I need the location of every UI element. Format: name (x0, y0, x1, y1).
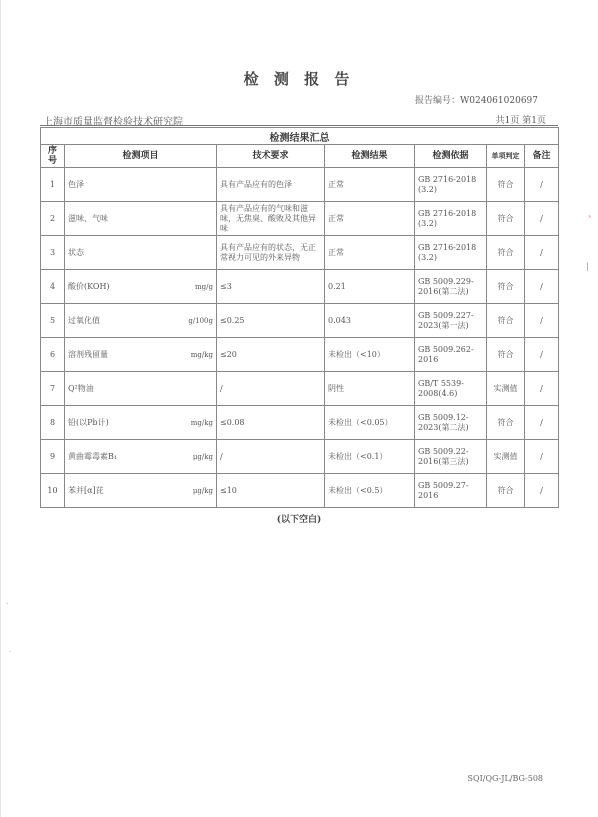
table-row (41, 168, 559, 202)
item-unit: μg/kg (192, 486, 213, 495)
header-requirement: 技术要求 (217, 145, 325, 168)
header-method: 检测依据 (415, 145, 487, 168)
item-name: 溶剂残留量 (68, 349, 108, 359)
table-row (41, 338, 559, 372)
test-result: 未检出（<0.05） (325, 406, 415, 440)
test-item (65, 372, 217, 406)
remark: / (525, 440, 559, 474)
requirement: 具有产品应有的状态，无正常视力可见的外来异物 (217, 236, 325, 270)
scan-dot: · (6, 600, 9, 608)
test-result: 正常 (325, 236, 415, 270)
item-name: 状态 (68, 247, 84, 257)
test-method: GB 2716-2018 (3.2) (415, 236, 487, 270)
test-item (65, 474, 217, 508)
header-judgement: 单项判定 (487, 145, 525, 168)
organization-name: 上海市质量监督检验技术研究院 (43, 117, 183, 128)
table-row (41, 236, 559, 270)
judgement: 符合 (487, 168, 525, 202)
item-name: 黄曲霉毒素B₁ (68, 451, 118, 461)
table-row (41, 202, 559, 236)
requirement: ≤20 (217, 338, 325, 372)
item-name: 酸价(KOH) (68, 281, 110, 291)
requirement: 具有产品应有的气味和滋味，无焦臭、酸败及其他异味 (217, 202, 325, 236)
remark: / (525, 474, 559, 508)
row-number: 7 (41, 372, 65, 406)
remark: / (525, 338, 559, 372)
table-row (41, 474, 559, 508)
row-number: 9 (41, 440, 65, 474)
test-result: 未检出（<0.5） (325, 474, 415, 508)
header-divider (40, 125, 558, 126)
judgement: 符合 (487, 236, 525, 270)
table-row (41, 440, 559, 474)
table-row (41, 406, 559, 440)
remark: / (525, 406, 559, 440)
test-item (65, 168, 217, 202)
remark: / (525, 202, 559, 236)
test-method: GB 5009.262-2016 (415, 338, 487, 372)
scan-mark: | (586, 262, 589, 271)
row-number: 8 (41, 406, 65, 440)
item-name: 过氧化值 (68, 315, 100, 325)
test-method: GB 5009.227-2023(第一法) (415, 304, 487, 338)
test-item (65, 270, 217, 304)
row-number: 2 (41, 202, 65, 236)
report-title: 检 测 报 告 (243, 70, 355, 88)
requirement: / (217, 372, 325, 406)
judgement: 符合 (487, 474, 525, 508)
item-name: Q²物油 (68, 383, 94, 393)
requirement: ≤10 (217, 474, 325, 508)
table-row (41, 372, 559, 406)
item-unit: mg/g (195, 282, 213, 291)
requirement: 具有产品应有的色泽 (217, 168, 325, 202)
test-result: 0.043 (325, 304, 415, 338)
test-item (65, 202, 217, 236)
requirement: ≤0.25 (217, 304, 325, 338)
table-row (41, 270, 559, 304)
item-name: 色泽 (68, 179, 84, 189)
blank-below-note: (以下空白) (276, 515, 322, 525)
table-caption: 检测结果汇总 (41, 128, 559, 145)
requirement: ≤0.08 (217, 406, 325, 440)
header-no: 序号 (41, 145, 65, 168)
judgement: 符合 (487, 406, 525, 440)
item-name: 苯并[α]芘 (68, 485, 104, 495)
remark: / (525, 372, 559, 406)
test-method: GB 5009.12-2023(第二法) (415, 406, 487, 440)
table-row (41, 304, 559, 338)
test-result: 未检出（<0.1） (325, 440, 415, 474)
scan-dot: · (9, 648, 12, 656)
item-unit: mg/kg (190, 350, 213, 359)
test-method: GB 5009.27-2016 (415, 474, 487, 508)
requirement: ≤3 (217, 270, 325, 304)
test-result: 阴性 (325, 372, 415, 406)
test-item (65, 304, 217, 338)
item-unit: mg/kg (190, 418, 213, 427)
judgement: 实测值 (487, 440, 525, 474)
test-method: GB 5009.22-2016(第三法) (415, 440, 487, 474)
judgement: 符合 (487, 270, 525, 304)
page-count: 共1页 第1页 (495, 116, 546, 126)
item-name: 滋味、气味 (68, 213, 108, 223)
form-code: SQI/QG-JL/BG-508 (467, 774, 543, 783)
test-item (65, 338, 217, 372)
test-method: GB 2716-2018 (3.2) (415, 202, 487, 236)
test-item (65, 440, 217, 474)
item-name: 铅(以Pb计) (68, 417, 109, 427)
row-number: 5 (41, 304, 65, 338)
judgement: 实测值 (487, 372, 525, 406)
requirement: / (217, 440, 325, 474)
judgement: 符合 (487, 304, 525, 338)
row-number: 6 (41, 338, 65, 372)
scan-mark: › (588, 212, 592, 221)
row-number: 10 (41, 474, 65, 508)
remark: / (525, 304, 559, 338)
header-item: 检测项目 (65, 145, 217, 168)
test-result: 正常 (325, 168, 415, 202)
row-number: 1 (41, 168, 65, 202)
item-unit: g/100g (188, 316, 213, 325)
remark: / (525, 270, 559, 304)
report-number: 报告编号：W024061020697 (415, 96, 538, 106)
header-result: 检测结果 (325, 145, 415, 168)
remark: / (525, 168, 559, 202)
test-method: GB 2716-2018 (3.2) (415, 168, 487, 202)
judgement: 符合 (487, 338, 525, 372)
judgement: 符合 (487, 202, 525, 236)
test-item (65, 236, 217, 270)
row-number: 4 (41, 270, 65, 304)
item-unit: μg/kg (192, 452, 213, 461)
test-result: 0.21 (325, 270, 415, 304)
test-method: GB 5009.229-2016(第二法) (415, 270, 487, 304)
remark: / (525, 236, 559, 270)
row-number: 3 (41, 236, 65, 270)
test-result: 未检出（<10） (325, 338, 415, 372)
header-note: 备注 (525, 145, 559, 168)
test-method: GB/T 5539-2008(4.6) (415, 372, 487, 406)
results-table (40, 127, 559, 508)
test-item (65, 406, 217, 440)
test-result: 正常 (325, 202, 415, 236)
